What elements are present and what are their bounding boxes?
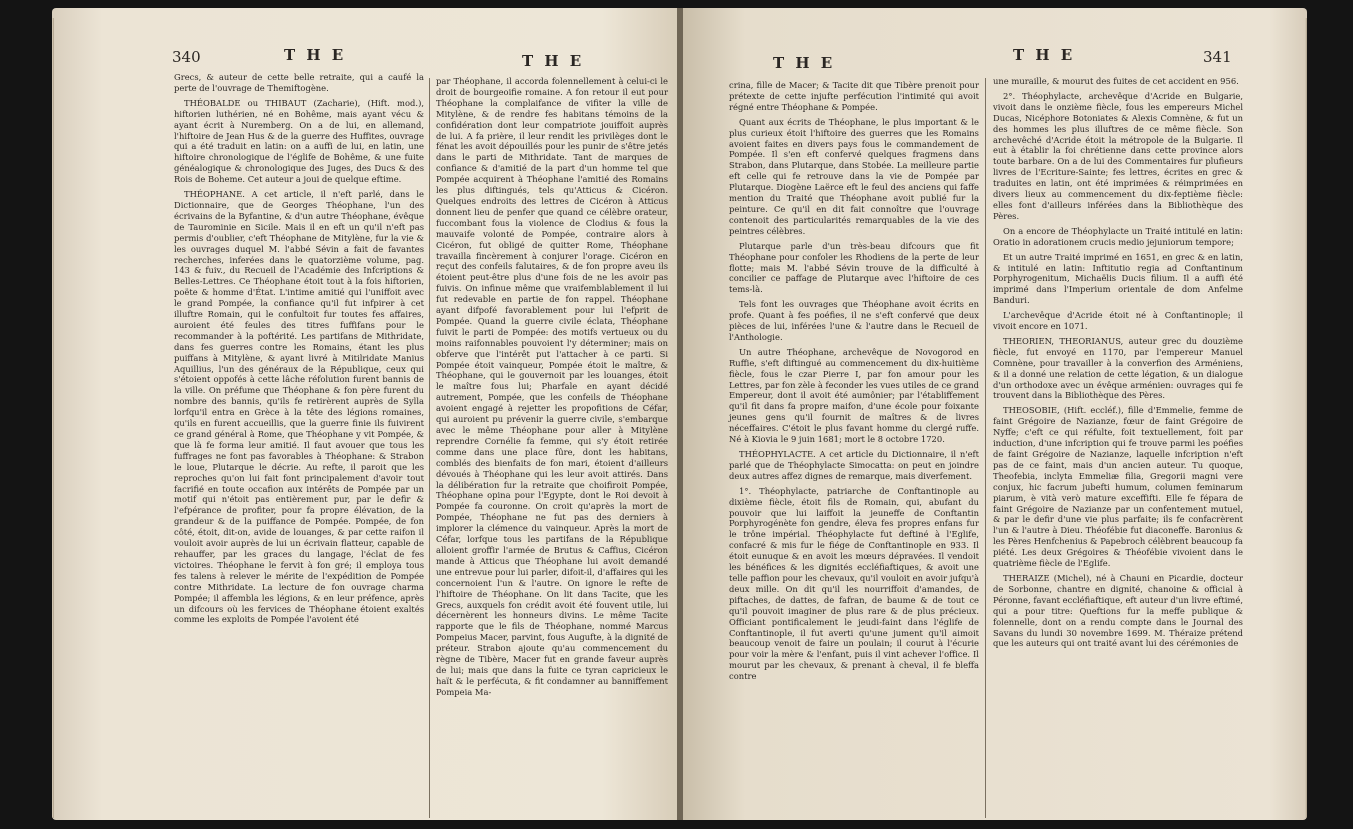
- right-page: [683, 8, 1307, 820]
- paragraph: THEORIEN, THEORIANUS, auteur grec du douzième fiècle, fut envoyé en 1170, par l'empereur Manuel Comnène, pour travailler à la converfion des Arméniens, & il a donné une relation de cette légation, & un dialogue d'un orthodoxe avec un évêque arménien: ouvrages qui fe trouvent dans la Bibliothèque des Pères.: [993, 335, 1243, 401]
- left-page: [52, 8, 677, 820]
- paragraph: L'archevêque d'Acride étoit né à Conftantinople; il vivoit encore en 1071.: [993, 310, 1243, 332]
- page-number-left: 340: [172, 48, 201, 66]
- paragraph: THERAIZE (Michel), né à Chauni en Picardie, docteur de Sorbonne, chantre en dignité, chanoine & official à Péronne, favant eccléfiaftique, eft auteur d'un livre eftimé, qui a pour titre: Queftions fur la meffe publique & folennelle, dont on a rendu compte dans le Journal des Savans du lundi 30 novembre 1699. M. Théraize prétend que les auteurs qui ont traité avant lui des cérémonies de: [993, 572, 1243, 649]
- paragraph: Grecs, & auteur de cette belle retraite, qui a caufé la perte de l'ouvrage de Themiftogène.: [174, 72, 424, 93]
- left-column-2: [436, 76, 668, 702]
- paragraph: Un autre Théophane, archevêque de Novogorod en Ruffie, s'eft diftingué au commencement du dix-huitième fiècle, fous le czar Pierre I, par fon amour pour les Lettres, par fon zèle à feconder les vues utiles de ce grand Empereur, dont il avoit été aumônier; par l'établiffement qu'il fit dans fa propre maifon, d'une école pour foixante jeunes gens qu'il fournit de maîtres & de livres néceffaires. C'étoit le plus favant homme du clergé ruffe. Né à Kiovia le 9 juin 1681; mort le 8 octobre 1720.: [729, 346, 979, 445]
- running-head-left-col2: T H E: [522, 52, 585, 70]
- column-rule: [985, 78, 986, 818]
- paragraph: 1°. Théophylacte, patriarche de Conftantinople au dixième fiècle, étoit fils de Romain, qui, abufant du pouvoir que lui laiffoit la jeuneffe de Conftantin Porphyrogénète fon gendre, éleva fes propres enfans fur le trône impérial. Théophylacte fut deftiné à l'Eglife, confacré & mis fur le fiége de Conftantinople en 933. Il étoit eunuque & en avoit les mœurs dépravées. Il vendoit les bénéfices & les dignités eccléfiaftiques, & avoit une telle paffion pour les chevaux, qu'il vouloit en avoir jufqu'à deux mille. On dit qu'il les nourriffoit d'amandes, de piftaches, de dattes, de fafran, de baume & de tout ce qu'il pouvoit imaginer de plus rare & de plus précieux. Officiant pontificalement le jeudi-faint dans l'églife de Conftantinople, il fut averti qu'une jument qu'il aimoit beaucoup venoit de faire un poulain; il courut à l'écurie pour voir la mère & l'enfant, puis il vint achever l'office. Il mourut par les chevaux, & prenant à cheval, il fe bleffa contre: [729, 485, 979, 682]
- right-column-2: [993, 76, 1243, 653]
- paragraph: Quant aux écrits de Théophane, le plus important & le plus curieux étoit l'hiftoire des guerres que les Romains avoient faites en divers pays fous le commandement de Pompée. Il s'en eft confervé quelques fragmens dans Strabon, dans Plutarque, dans Stobée. La meilleure partie eft celle qui fe retrouve dans la vie de Pompée par Plutarque. Diogène Laërce eft le feul des anciens qui faffe mention du Traité que Théophane avoit publié fur la peinture. Ce qu'il en dit fait connoître que l'ouvrage contenoit des particularités remarquables de la vie des peintres célèbres.: [729, 116, 979, 236]
- running-head-right-col1: T H E: [773, 54, 836, 72]
- paragraph: crina, fille de Macer; & Tacite dit que Tibère prenoit pour prétexte de cette injufte perfécution l'intimité qui avoit régné entre Théophane & Pompée.: [729, 80, 979, 112]
- paragraph: Tels font les ouvrages que Théophane avoit écrits en profe. Quant à fes poéfies, il ne s'eft confervé que deux pièces de lui, inférées l'une & l'autre dans le Recueil de l'Anthologie.: [729, 299, 979, 342]
- column-rule: [429, 78, 430, 818]
- paragraph: On a encore de Théophylacte un Traité intitulé en latin: Oratio in adorationem crucis medio jejuniorum tempore;: [993, 225, 1243, 247]
- left-column-1: [174, 72, 424, 629]
- paragraph: THÉOPHYLACTE. A cet article du Dictionnaire, il n'eft parlé que de Théophylacte Simocatta: on peut en joindre deux autres affez dignes de remarque, mais diverfement.: [729, 449, 979, 481]
- page-edge-left: [52, 18, 54, 818]
- page-edge-right: [1305, 18, 1307, 818]
- running-head-right: T H E: [1013, 46, 1076, 64]
- paragraph: Et un autre Traité imprimé en 1651, en grec & en latin, & intitulé en latin: Inftitutio regia ad Conftantinum Porphyrogenitum, Michaëlis Ducis filium. Il a auffi été imprimé dans l'Imperium orientale de dom Anfelme Banduri.: [993, 251, 1243, 306]
- page-number-right: 341: [1203, 48, 1232, 66]
- right-column-1: [729, 80, 979, 686]
- paragraph: Plutarque parle d'un très-beau difcours que fit Théophane pour confoler les Rhodiens de la perte de leur flotte; mais M. l'abbé Sévin trouve de la difficulté à concilier ce paffage de Plutarque avec l'hiftoire de ces tems-là.: [729, 240, 979, 295]
- paragraph: une muraille, & mourut des fuites de cet accident en 956.: [993, 76, 1239, 86]
- paragraph: par Théophane, il accorda folennellement à celui-ci le droit de bourgeoifie romaine. A fon retour il eut pour Théophane la complaifance de vifiter la ville de Mitylène, & de rendre fes habitans témoins de la confidération dont leur compatriote jouiffoit auprès de lui. A fa prière, il leur rendit les privilèges dont le fénat les avoit dépouillés pour les punir de s'être jetés dans le parti de Mithridate. Tant de marques de confiance & d'amitié de la part d'un homme tel que Pompée acquirent à Théophane l'amitié des Romains les plus diftingués, tels qu'Atticus & Cicéron. Quelques endroits des lettres de Cicéron à Atticus donnent lieu de penfer que quand ce célèbre orateur, fuccombant fous la violence de Clodius & fous la mauvaife volonté de Pompée, contraire alors à Cicéron, fut obligé de quitter Rome, Théophane travailla fincèrement à conjurer l'orage. Cicéron en reçut des confeils falutaires, & de fon propre aveu ils étoient peut-être plus d'une fois de ne les avoir pas fuivis. On infinue même que vraifemblablement il lui fut redevable en partie de fon rappel. Théophane ayant difpofé favorablement pour lui l'efprit de Pompée. Quand la guerre civile éclata, Théophane fuivit le parti de Pompée: des motifs vertueux ou du moins raifonnables pouvoient l'y déterminer; mais on obferve que l'intérêt put l'attacher à ce parti. Si Pompée étoit vainqueur, Pompée étoit le maître, & Théophane, qui le gouvernoit par les louanges, étoit le maître fous lui; Pharfale en ayant décidé autrement, Pompée, que les confeils de Théophane avoient engagé à rejetter les propofitions de Céfar, qui auroient pu prévenir la guerre civile, s'embarque avec le même Théophane pour aller à Mitylène reprendre Cornélie fa femme, qui s'y étoit retirée comme dans une place fûre, dont les habitans, comblés des bienfaits de fon mari, étoient d'ailleurs dévoués à Théophane qui les leur avoit attirés. Dans la délibération fur la retraite que choifiroit Pompée, Théophane opina pour l'Egypte, dont le Roi devoit à Pompée fa couronne. On croit qu'après la mort de Pompée, Théophane ne fut pas des derniers à implorer la clémence du vainqueur. Après la mort de Céfar, lorfque tous les partifans de la République alloient groffir l'armée de Brutus & Caffius, Cicéron mande à Atticus que Théophane lui avoit demandé une entrevue pour lui parler, difoit-il, d'affaires qui les concernoient l'un & l'autre. On ignore le refte de l'hiftoire de Théophane. On lit dans Tacite, que les Grecs, auxquels fon crédit avoit été fouvent utile, lui décernèrent les honneurs divins. Le même Tacite rapporte que le fils de Théophane, nommé Marcus Pompeius Macer, parvint, fous Augufte, à la dignité de préteur. Strabon ajoute qu'au commencement du règne de Tibère, Macer fut en grande faveur auprès de lui; mais que dans la fuite ce tyran capricieux le haït & le perfécuta, & fit condamner au banniffement Pompeia Ma-: [436, 76, 668, 697]
- book-spread: [52, 8, 1307, 820]
- running-head-left: T H E: [284, 46, 347, 64]
- paragraph: THÉOPHANE. A cet article, il n'eft parlé, dans le Dictionnaire, que de Georges Théophane, l'un des écrivains de la Byfantine, & d'un autre Théophane, évêque de Taurominie en Sicile. Mais il en eft un qu'il n'eft pas permis d'oublier, c'eft Théophane de Mitylène, fur la vie & les ouvrages duquel M. l'abbé Sévin a fait de favantes recherches, inferées dans le quatorzième volume, pag. 143 & fuiv., du Recueil de l'Académie des Infcriptions & Belles-Lettres. Ce Théophane étoit tout à la fois hiftorien, poëte & homme d'État. L'intime amitié qui l'uniffoit avec le grand Pompée, la confiance qu'il fut infpirer à cet illuftre Romain, qui le confultoit fur toutes fes affaires, auroient été feules des titres fuffifans pour le recommander à la poftérité. Les partifans de Mithridate, dans fes guerres contre les Romains, étant les plus puiffans à Mitylène, & ayant livré à Mitilridate Manius Aquillius, l'un des généraux de la République, ceux qui s'étoient oppofés à cette lâche réfolution furent bannis de la ville. On préfume que Théophane & fon père furent du nombre des bannis, qu'ils fe retirèrent auprès de Sylla lorfqu'il entra en Grèce à la tête des légions romaines, qu'ils en furent accueillis, que la guerre finie ils fuivirent ce grand général à Rome, que Théophane y vit Pompée, & que là fe forma leur amitié. Il faut avouer que tous les fuffrages ne font pas favorables à Théophane: & Strabon le loue, Plutarque le décrie. Au refte, il paroit que les reproches qu'on lui fait font principalement d'avoir tout facrifié en toute occafion aux intérêts de Pompée par un motif qui n'étoit pas entièrement pur, par le defir & l'efpérance de profiter, pour fa propre élévation, de la grandeur & de la puiffance de Pompée. Pompée, de fon côté, étoit, dit-on, avide de louanges, & par cette raifon il vouloit avoir auprès de lui un écrivain flatteur, capable de rehauffer, par les graces du langage, l'éclat de fes victoires. Théophane le fervit à fon gré; il employa tous fes talens à relever le mérite de l'expédition de Pompée contre Mithridate. La lecture de fon ouvrage charma Pompée; il affembla les légions, & en leur préfence, après un difcours où les fervices de Théophane étoient exaltés comme les exploits de Pompée l'avoient été: [174, 189, 424, 625]
- paragraph: THÉOBALDE ou THIBAUT (Zacharie), (Hift. mod.), hiftorien luthérien, né en Bohême, mais ayant vécu & ayant écrit à Nuremberg. On a de lui, en allemand, l'hiftoire de Jean Hus & de la guerre des Huffites, ouvrage qui a été traduit en latin: on a auffi de lui, en latin, une hiftoire chronologique de l'églife de Bohême, & une fuite généalogique & chronologique des Juges, des Ducs & des Rois de Boheme. Cet auteur a joui de quelque eftime.: [174, 97, 424, 185]
- paragraph: 2°. Théophylacte, archevêque d'Acride en Bulgarie, vivoit dans le onzième fiècle, fous les empereurs Michel Ducas, Nicéphore Botoniates & Alexis Comnène, & fut un des hommes les plus illuftres de ce même fiècle. Son archevêché d'Acride étoit la métropole de la Bulgarie. Il eut à établir la foi chrétienne dans cette province alors toute barbare. On a de lui des Commentaires fur plufieurs livres de l'Ecriture-Sainte; fes lettres, écrites en grec & traduites en latin, ont été imprimées & réimprimées en divers lieux au commencement du dix-feptième fiècle: elles font d'ailleurs inférées dans la Bibliothèque des Pères.: [993, 90, 1243, 221]
- paragraph: THEOSOBIE, (Hift. eccléf.), fille d'Emmelie, femme de faint Grégoire de Nazianze, fœur de faint Grégoire de Nyffe; c'eft ce qui réfulte, foit textuellement, foit par induction, d'une infcription qui fe trouve parmi les poéfies de faint Grégoire de Nazianze, laquelle infcription n'eft pas de ce faint, mais d'un ancien auteur. Tu quoque, Theofebia, inclyta Emmeliæ filia, Gregorii magni vere conjux, hic facrum jubefti humum, columen feminarum piarum, è vità verò mature exceffifti. Elle fe fépara de faint Grégoire de Nazianze par un confentement mutuel, & par le defir d'une vie plus parfaite; ils fe confacrèrent l'un & l'autre à Dieu. Théofébie fut diaconeffe. Baronius & les Pères Henfchenius & Papebroch célèbrent beaucoup fa piété. Les deux Grégoires & Théofébie vivoient dans le quatrième fiècle de l'Eglife.: [993, 405, 1243, 569]
